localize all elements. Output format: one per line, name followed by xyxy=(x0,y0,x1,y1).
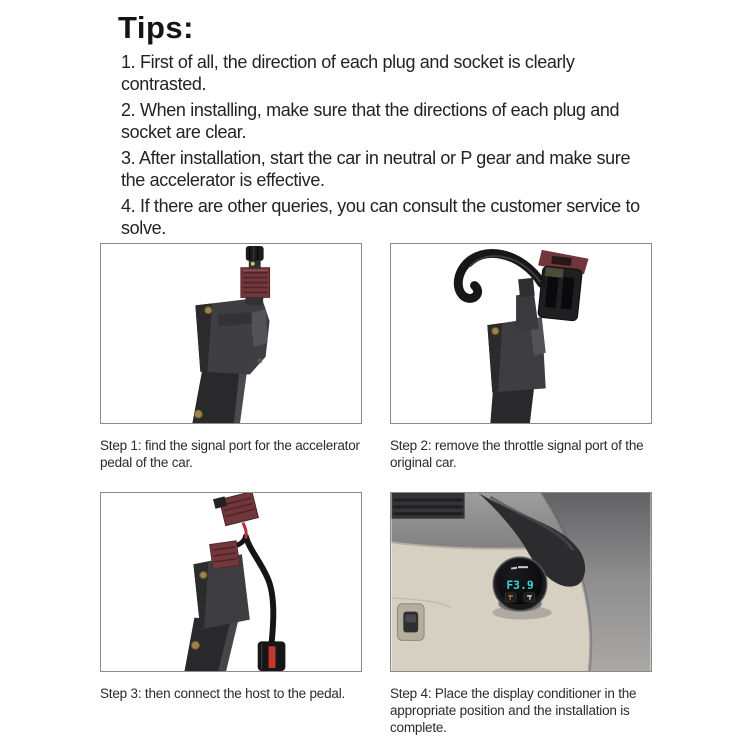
screw xyxy=(492,328,499,335)
harness-connected-illustration xyxy=(101,493,361,671)
accelerator-pedal-illustration xyxy=(101,244,361,423)
step-4-image xyxy=(390,492,652,672)
page-title: Tips: xyxy=(118,10,194,45)
screw xyxy=(191,641,199,649)
yellow-marker-dot xyxy=(251,262,255,266)
step-1-figure xyxy=(100,243,362,492)
step-1-caption: Step 1: find the signal port for the accelerator pedal of the car. xyxy=(100,438,360,470)
screw xyxy=(200,572,207,579)
step-3-image xyxy=(100,492,362,672)
tip-item-2: 2. When installing, make sure that the directions of each plug and socket are clear. xyxy=(121,100,620,142)
step-1-image xyxy=(100,243,362,424)
tip-item-1: 1. First of all, the direction of each plug and socket is clearly contrasted. xyxy=(121,52,575,94)
pedal-connector xyxy=(210,541,240,569)
step-2-figure xyxy=(390,243,652,492)
removed-signal-port-illustration xyxy=(391,244,651,423)
tip-item-3: 3. After installation, start the car in neutral or P gear and make sure the accelerator is effective. xyxy=(121,148,631,190)
step-4-figure xyxy=(390,492,652,736)
air-vent xyxy=(391,493,464,519)
step-2-image xyxy=(390,243,652,424)
step-3-figure xyxy=(100,492,362,736)
step-4-caption: Step 4: Place the display conditioner in the appropriate position and the installation is complete. xyxy=(390,686,637,735)
knurled-cap xyxy=(246,246,264,261)
device-display-value: F3.9 xyxy=(506,577,534,592)
step-3-caption: Step 3: then connect the host to the pedal. xyxy=(100,686,346,701)
tips-list xyxy=(121,51,641,243)
steps-grid xyxy=(100,243,652,736)
host-module xyxy=(258,641,286,671)
dashboard-photo-illustration xyxy=(391,493,651,671)
screw xyxy=(205,307,212,314)
tip-item-4: 4. If there are other queries, you can consult the customer service to solve. xyxy=(121,196,640,238)
screw xyxy=(194,410,202,418)
maroon-connector xyxy=(241,268,270,298)
window-switch xyxy=(397,604,424,641)
step-2-caption: Step 2: remove the throttle signal port of the original car. xyxy=(390,438,644,470)
